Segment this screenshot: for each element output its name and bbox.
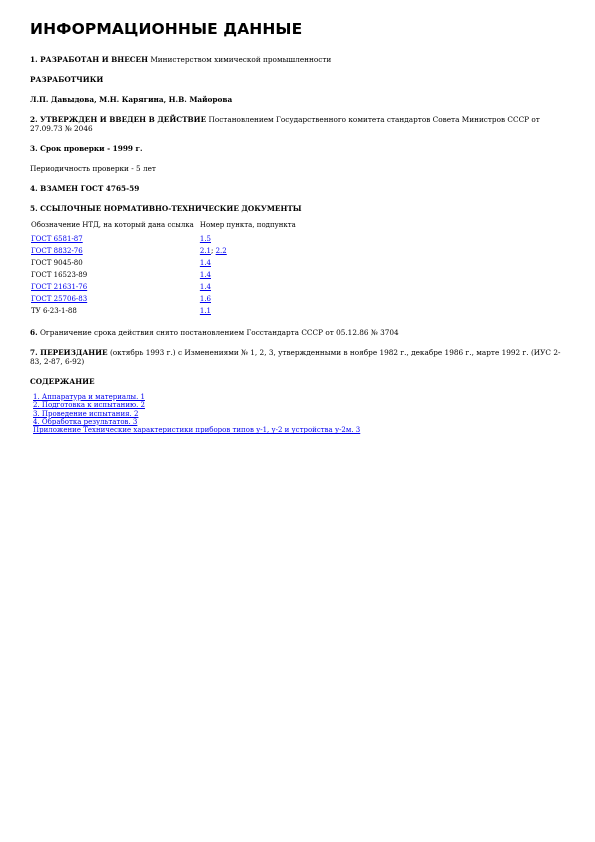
clause-link[interactable]: 2.2	[215, 247, 227, 256]
toc-item	[33, 410, 570, 418]
clause-cell	[200, 235, 302, 247]
clause-link[interactable]: 1.4	[199, 259, 211, 268]
table-header-row	[31, 221, 302, 235]
item-text: Ограничение срока действия снято постановлением Госстандарта СССР от 05.12.86 № 3704	[39, 328, 399, 338]
clause-link[interactable]: 1.5	[199, 235, 211, 244]
item-restriction	[30, 328, 570, 337]
reference-doc-text: ГОСТ 16523-89	[31, 271, 88, 280]
reference-doc-cell	[31, 271, 200, 283]
item-number: 3.	[30, 144, 38, 154]
column-header-doc: Обозначение НТД, на который дана ссылка	[31, 221, 194, 230]
toc-item	[33, 426, 570, 434]
clause-cell	[200, 259, 302, 271]
item-text: Постановлением Государственного комитета стандартов Совета Министров СССР от 27.09.73 № 2046	[30, 114, 540, 134]
clause-cell	[200, 283, 302, 295]
item-text: (октябрь 1993 г.) с Изменениями № 1, 2, 3, утвержденными в ноябре 1982 г., декабре 1986 г., марте 1992 г. (ИУС 2-83, 2-87, 6-92)	[30, 348, 561, 367]
table-row	[31, 283, 302, 295]
column-header-clause: Номер пункта, подпункта	[199, 221, 296, 230]
item-bold-text: Срок проверки	[40, 144, 105, 154]
developers-names: Л.П. Давыдова, М.Н. Карягина, Н.В. Майорова	[30, 94, 233, 104]
clause-link[interactable]: 1.4	[199, 283, 211, 292]
item-number: 1.	[30, 55, 38, 64]
reference-doc-cell	[31, 295, 200, 307]
table-row	[31, 259, 302, 271]
item-number: 5.	[30, 203, 38, 213]
reference-doc-cell	[31, 247, 200, 259]
item-bold-text: ВЗАМЕН ГОСТ 4765-59	[40, 183, 140, 193]
clause-link[interactable]: 1.4	[199, 271, 211, 280]
item-number: 6.	[30, 328, 38, 338]
item-reissue	[30, 348, 570, 367]
toc-link[interactable]: 4. Обработка результатов. 3	[33, 418, 138, 426]
table-row	[31, 307, 302, 319]
reference-doc-text: ГОСТ 9045-80	[31, 259, 83, 268]
clause-link[interactable]: 2.1	[199, 247, 211, 256]
item-text: Министерством химической промышленности	[148, 55, 332, 64]
table-row	[31, 235, 302, 247]
item-replaces	[30, 184, 570, 193]
clause-link[interactable]: 1.1	[199, 307, 211, 316]
reference-doc-link[interactable]: ГОСТ 8832-76	[31, 247, 83, 256]
reference-doc-text: ТУ 6-23-1-88	[31, 307, 77, 316]
item-review-term	[30, 144, 570, 153]
toc-item	[33, 401, 570, 409]
item-text: - 1999 г.	[104, 144, 143, 154]
review-periodicity: Периодичность проверки - 5 лет	[30, 163, 156, 173]
clause-cell	[200, 271, 302, 283]
toc-link[interactable]: 3. Проведение испытания. 2	[33, 409, 139, 418]
item-bold-text: УТВЕРЖДЕН И ВВЕДЕН В ДЕЙСТВИЕ	[40, 114, 207, 124]
references-table-body	[31, 235, 302, 319]
toc-link[interactable]: 2. Подготовка к испытанию. 2	[33, 401, 146, 410]
clause-cell	[200, 295, 302, 307]
toc-item	[33, 418, 570, 426]
reference-doc-cell	[31, 235, 200, 247]
table-of-contents	[33, 393, 570, 435]
developers-heading: РАЗРАБОТЧИКИ	[30, 74, 104, 84]
table-row	[31, 271, 302, 283]
item-number: 2.	[30, 114, 38, 124]
reference-doc-link[interactable]: ГОСТ 6581-87	[31, 235, 83, 244]
item-references	[30, 204, 570, 213]
item-developed	[30, 55, 570, 64]
reference-doc-cell	[31, 307, 200, 319]
table-row	[31, 295, 302, 307]
clause-cell	[200, 247, 302, 259]
item-bold-text: ПЕРЕИЗДАНИЕ	[40, 348, 108, 358]
document-page	[30, 20, 570, 435]
reference-doc-link[interactable]: ГОСТ 21631-76	[31, 283, 88, 292]
page-title: ИНФОРМАЦИОННЫЕ ДАННЫЕ	[30, 20, 303, 38]
item-bold-text: ССЫЛОЧНЫЕ НОРМАТИВНО-ТЕХНИЧЕСКИЕ ДОКУМЕНТЫ	[40, 203, 302, 213]
toc-link[interactable]: Приложение Технические характеристики приборов типов у-1, у-2 и устройства у-2м. 3	[33, 426, 361, 435]
clause-link[interactable]: 1.6	[199, 295, 211, 304]
contents-heading: СОДЕРЖАНИЕ	[30, 377, 95, 387]
item-number: 7.	[30, 348, 38, 358]
reference-doc-cell	[31, 259, 200, 271]
clause-cell	[200, 307, 302, 319]
toc-link[interactable]: 1. Аппаратура и материалы. 1	[33, 392, 145, 401]
clause-separator: ;	[211, 247, 216, 256]
table-row	[31, 247, 302, 259]
item-number: 4.	[30, 183, 38, 193]
references-table	[31, 221, 302, 319]
item-approved	[30, 115, 570, 134]
reference-doc-link[interactable]: ГОСТ 25706-83	[31, 295, 88, 304]
toc-item	[33, 393, 570, 401]
item-bold-text: РАЗРАБОТАН И ВНЕСЕН	[40, 55, 149, 64]
reference-doc-cell	[31, 283, 200, 295]
